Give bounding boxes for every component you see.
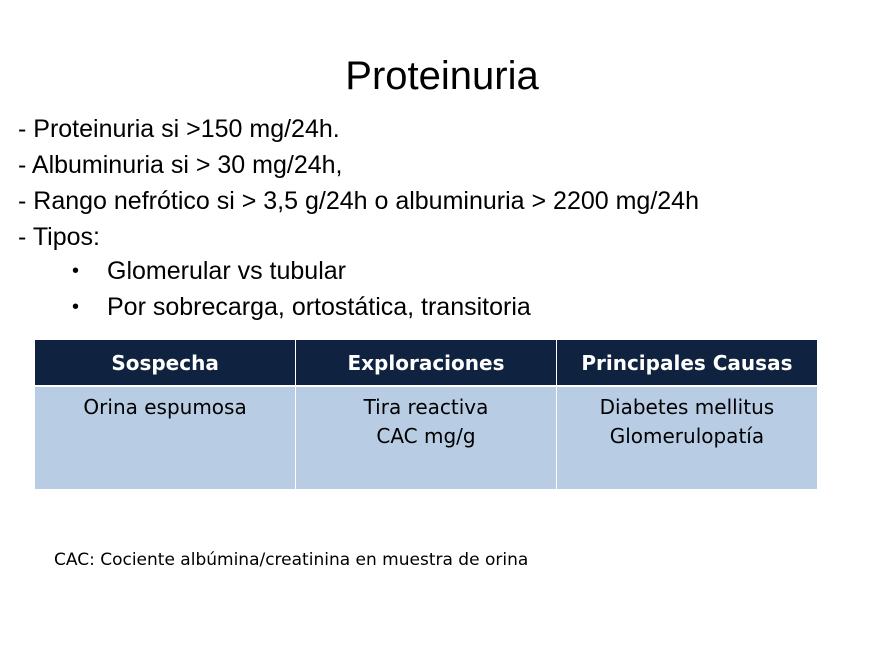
bullet-list: [18, 111, 699, 255]
cell-line: Tira reactiva: [363, 395, 489, 419]
table-cell: [296, 386, 557, 489]
bullet-item: - Albuminuria si > 30 mg/24h,: [18, 151, 343, 179]
bullet-item: - Proteinuria si >150 mg/24h.: [18, 115, 340, 143]
bullet-item: - Tipos:: [18, 223, 100, 251]
causes-table: [35, 340, 817, 489]
bullet-dot-icon: •: [72, 296, 80, 318]
sub-bullet-item: [70, 289, 531, 325]
sub-bullet-text: Por sobrecarga, ortostática, transitoria: [107, 293, 531, 321]
table-header-cell: Principales Causas: [556, 340, 817, 386]
cell-line: CAC mg/g: [376, 424, 476, 448]
sub-bullet-text: Glomerular vs tubular: [107, 257, 346, 285]
cell-line: Diabetes mellitus: [599, 395, 775, 419]
table-header-row: [35, 340, 817, 386]
cell-line: Orina espumosa: [83, 395, 247, 419]
table-cell: [35, 386, 296, 489]
table-header-cell: Exploraciones: [296, 340, 557, 386]
bullet-item: - Rango nefrótico si > 3,5 g/24h o albuminuria > 2200 mg/24h: [18, 187, 699, 215]
table-row: [35, 386, 817, 489]
cell-line: Glomerulopatía: [609, 424, 765, 448]
bullet-dot-icon: •: [72, 260, 80, 282]
footnote: CAC: Cociente albúmina/creatinina en muestra de orina: [54, 550, 529, 570]
sub-bullet-item: [70, 253, 531, 289]
slide-title: Proteinuria: [345, 54, 539, 98]
table-header-cell: Sospecha: [35, 340, 296, 386]
sub-bullet-list: [70, 253, 531, 325]
table-cell: [556, 386, 817, 489]
